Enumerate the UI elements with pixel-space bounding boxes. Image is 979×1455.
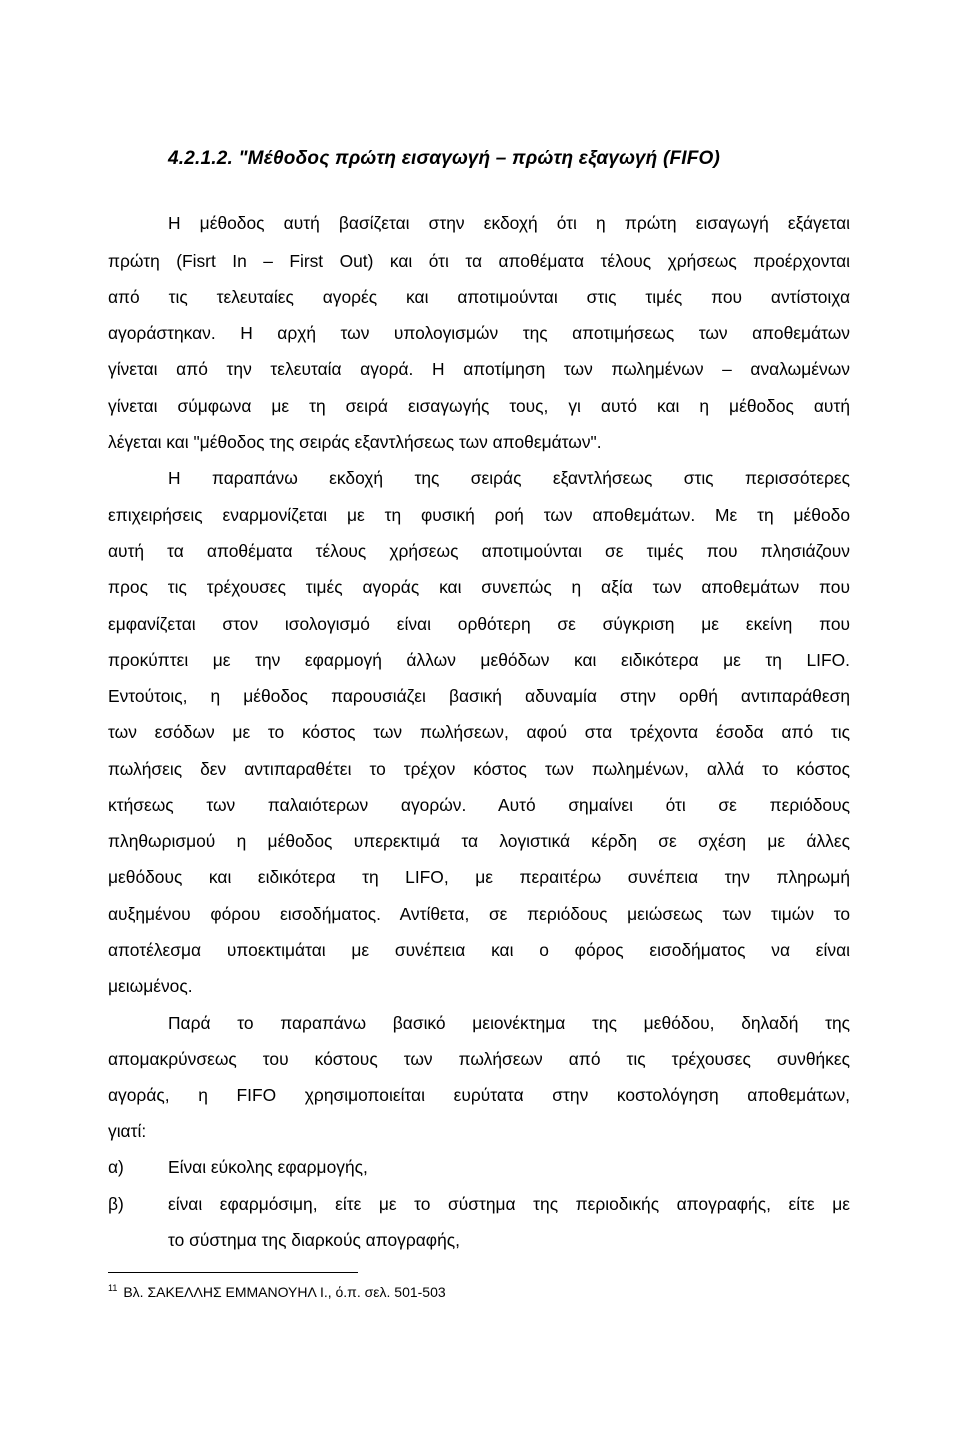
list-marker: α)	[108, 1157, 124, 1177]
paragraph-line: επιχειρήσεις εναρμονίζεται με τη φυσική ροή των αποθεμάτων. Με τη μέθοδο	[108, 505, 850, 525]
paragraph-line: εμφανίζεται στον ισολογισμό είναι ορθότερη σε σύγκριση με εκείνη που	[108, 614, 850, 634]
paragraph-line: αυξημένου φόρου εισοδήματος. Αντίθετα, σε περιόδους μειώσεως των τιμών το	[108, 904, 850, 924]
paragraph-line: Η παραπάνω εκδοχή της σειράς εξαντλήσεως στις περισσότερες	[168, 468, 850, 488]
paragraph-line: πρώτη (Fisrt In – First Out) και ότι τα αποθέματα τέλους χρήσεως προέρχονται	[108, 251, 850, 271]
footnote-text: Βλ. ΣΑΚΕΛΛΗΣ ΕΜΜΑΝΟΥΗΛ Ι., ό.π. σελ. 501-503	[123, 1284, 446, 1300]
paragraph-line: από τις τελευταίες αγορές και αποτιμούνται στις τιμές που αντίστοιχα	[108, 287, 850, 307]
paragraph-line: γιατί:	[108, 1121, 147, 1141]
paragraph-line: προκύπτει με την εφαρμογή άλλων μεθόδων και ειδικότερα με τη LIFO.	[108, 650, 850, 670]
paragraph-line: αυτή τα αποθέματα τέλους χρήσεως αποτιμούνται σε τιμές που πλησιάζουν	[108, 541, 850, 561]
paragraph-line: πωλήσεις δεν αντιπαραθέτει το τρέχον κόστος των πωλημένων, αλλά το κόστος	[108, 759, 850, 779]
paragraph-line: Η μέθοδος αυτή βασίζεται στην εκδοχή ότι η πρώτη εισαγωγή εξάγεται	[168, 213, 850, 233]
paragraph-line: μειωμένος.	[108, 976, 193, 996]
paragraph-line: αγοράς, η FIFO χρησιμοποιείται ευρύτατα στην κοστολόγηση αποθεμάτων,	[108, 1085, 850, 1105]
paragraph-line: προς τις τρέχουσες τιμές αγοράς και συνεπώς η αξία των αποθεμάτων που	[108, 577, 850, 597]
section-heading: 4.2.1.2. "Μέθοδος πρώτη εισαγωγή – πρώτη εξαγωγή (FIFO)	[168, 148, 721, 169]
paragraph-line: αγοράστηκαν. Η αρχή των υπολογισμών της αποτιμήσεως των αποθεμάτων	[108, 323, 850, 343]
list-item-line: είναι εφαρμόσιμη, είτε με το σύστημα της περιοδικής απογραφής, είτε με	[168, 1194, 850, 1214]
paragraph-line: μεθόδους και ειδικότερα τη LIFO, με περαιτέρω συνέπεια την πληρωμή	[108, 867, 850, 887]
paragraph-line: Εντούτοις, η μέθοδος παρουσιάζει βασική αδυναμία στην ορθή αντιπαράθεση	[108, 686, 850, 706]
paragraph-line: λέγεται και "μέθοδος της σειράς εξαντλήσεως των αποθεμάτων".	[108, 432, 602, 452]
paragraph-line: απομακρύνσεως του κόστους των πωλήσεων από τις τρέχουσες συνθήκες	[108, 1049, 850, 1069]
list-item-line: το σύστημα της διαρκούς απογραφής,	[168, 1230, 460, 1250]
paragraph-line: Παρά το παραπάνω βασικό μειονέκτημα της μεθόδου, δηλαδή της	[168, 1013, 850, 1033]
paragraph-line: πληθωρισμού η μέθοδος υπερεκτιμά τα λογιστικά κέρδη σε σχέση με άλλες	[108, 831, 850, 851]
paragraph-line: των εσόδων με το κόστος των πωλήσεων, αφού στα τρέχοντα έσοδα από τις	[108, 722, 850, 742]
list-marker: β)	[108, 1194, 124, 1214]
paragraph-line: αποτέλεσμα υποεκτιμάται με συνέπεια και ο φόρος εισοδήματος να είναι	[108, 940, 850, 960]
footnote-number: 11	[108, 1283, 118, 1293]
footnote	[108, 1284, 446, 1300]
footnote-separator	[108, 1272, 358, 1273]
list-item-line: Είναι εύκολης εφαρμογής,	[168, 1157, 368, 1177]
paragraph-line: γίνεται από την τελευταία αγορά. Η αποτίμηση των πωλημένων – αναλωμένων	[108, 359, 850, 379]
paragraph-line: γίνεται σύμφωνα με τη σειρά εισαγωγής τους, γι αυτό και η μέθοδος αυτή	[108, 396, 850, 416]
paragraph-line: κτήσεως των παλαιότερων αγορών. Αυτό σημαίνει ότι σε περιόδους	[108, 795, 850, 815]
